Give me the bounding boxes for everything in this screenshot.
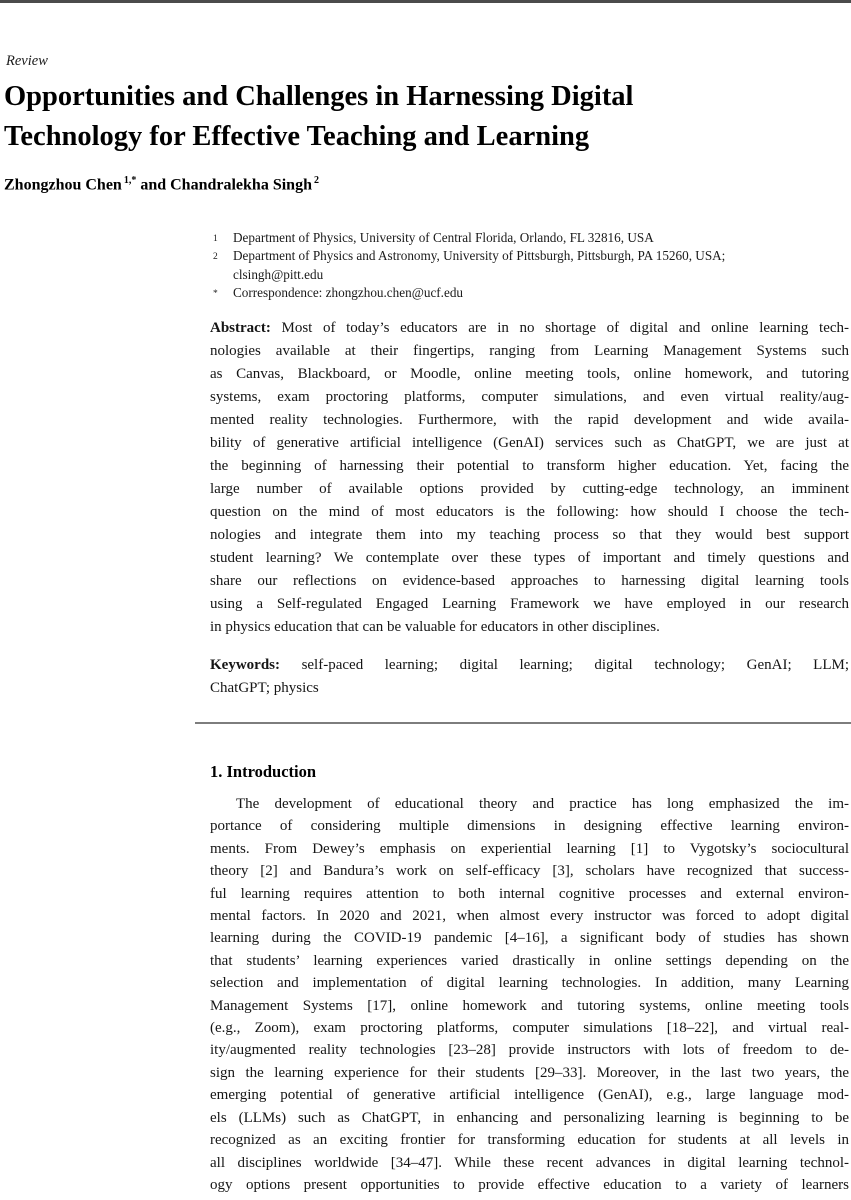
correspondence-marker: * <box>213 288 218 299</box>
abstract-last-line: in physics education that can be valuable for educators in other disciplines. <box>210 619 660 635</box>
text-line: that students’ learning experiences varied drastically in online settings depending on the <box>210 952 849 969</box>
correspondence-text <box>233 284 851 302</box>
affiliation-1 <box>213 229 851 247</box>
text-line: learning during the COVID-19 pandemic [4–16], a significant body of studies has shown <box>210 930 849 947</box>
text-line: student learning? We contemplate over these types of important and timely questions and <box>210 550 849 566</box>
text-line: mental factors. In 2020 and 2021, when almost every instructor was forced to adopt digital <box>210 908 849 925</box>
affiliation-2-text <box>233 247 851 284</box>
keywords-label: Keywords: <box>210 657 280 673</box>
text-line: emerging potential of generative artificial intelligence (GenAI), e.g., large language mod- <box>210 1087 849 1104</box>
text-line: (e.g., Zoom), exam proctoring platforms, computer simulations [18–22], and virtual real- <box>210 1020 849 1037</box>
text-line: the beginning of harnessing their potential to transform higher education. Yet, facing the <box>210 458 849 474</box>
title-line-1: Opportunities and Challenges in Harnessing Digital <box>4 81 634 112</box>
text-line: els (LLMs) such as ChatGPT, in enhancing and personalizing learning is beginning to be <box>210 1109 849 1126</box>
keywords-first-line <box>210 654 849 677</box>
text-line: bility of generative artificial intelligence (GenAI) services such as ChatGPT, we are just at <box>210 435 849 451</box>
author-1-name: Zhongzhou Chen <box>4 176 122 194</box>
affiliation-2-marker: 2 <box>213 251 218 262</box>
text-line: clsingh@pitt.edu <box>233 266 324 282</box>
page-top-border <box>0 0 851 3</box>
text-line: theory [2] and Bandura’s work on self-efficacy [3], scholars have recognized that success- <box>210 863 849 880</box>
text-line: mented reality technologies. Furthermore, with the rapid development and wide availa- <box>210 412 849 428</box>
text-line: as Canvas, Blackboard, or Moodle, online meeting tools, online homework, and tutoring <box>210 366 849 382</box>
text-line: all disciplines worldwide [34–47]. While these recent advances in digital learning technol- <box>210 1154 849 1171</box>
introduction-first-line: The development of educational theory and practice has long emphasized the im- <box>236 796 849 812</box>
text-line: systems, exam proctoring platforms, computer simulations, and even virtual reality/aug- <box>210 389 849 405</box>
text-line: ments. From Dewey’s emphasis on experiential learning [1] to Vygotsky’s sociocultural <box>210 840 849 857</box>
abstract-first-line <box>210 317 849 340</box>
text-line: Department of Physics, University of Central Florida, Orlando, FL 32816, USA <box>233 230 654 245</box>
correspondence <box>213 284 851 302</box>
affiliation-1-marker: 1 <box>213 233 218 244</box>
text-line: question on the mind of most educators is the following: how should I choose the tech- <box>210 504 849 520</box>
article-title <box>4 77 814 157</box>
author-2-name: Chandralekha Singh <box>170 176 312 194</box>
authors-line <box>4 175 319 194</box>
abstract-first-line-text: Most of today’s educators are in no shortage of digital and online learning tech- <box>281 320 850 336</box>
text-line: Management Systems [17], online homework and tutoring systems, online meeting tools <box>210 997 849 1014</box>
author-2-affiliation-marker: 2 <box>313 175 319 186</box>
affiliation-2 <box>213 247 851 284</box>
keywords-last-line: ChatGPT; physics <box>210 680 319 696</box>
keywords-first-line-text: self-paced learning; digital learning; digital technology; GenAI; LLM; <box>301 657 849 673</box>
text-line: ogy options present opportunities to provide effective education to a variety of learners <box>210 1176 849 1193</box>
text-line: recognized as an exciting frontier for transforming education for students at all levels in <box>210 1132 849 1149</box>
text-line: nologies available at their fingertips, ranging from Learning Management Systems such <box>210 343 849 359</box>
article-type-label: Review <box>6 53 48 69</box>
text-line: large number of available options provided by cutting-edge technology, an imminent <box>210 481 849 497</box>
abstract-label: Abstract: <box>210 320 271 336</box>
title-line-2: Technology for Effective Teaching and Learning <box>4 121 590 152</box>
author-1-affiliation-marker: 1,* <box>123 175 137 186</box>
text-line: Correspondence: zhongzhou.chen@ucf.edu <box>233 285 464 301</box>
section-divider-rule <box>195 722 851 724</box>
text-line: share our reflections on evidence-based approaches to harnessing digital learning tools <box>210 573 849 589</box>
abstract-body-lines <box>210 340 849 616</box>
text-line: sign the learning experience for their students [29–33]. Moreover, in the last two years, the <box>210 1064 849 1081</box>
authors-connector: and <box>140 176 167 194</box>
text-line: portance of considering multiple dimensions in designing effective learning environ- <box>210 818 849 835</box>
text-line: Department of Physics and Astronomy, University of Pittsburgh, Pittsburgh, PA 15260, USA; <box>233 248 726 264</box>
affiliations-block <box>213 229 851 303</box>
affiliation-1-text <box>233 229 851 247</box>
text-line: nologies and integrate them into my teaching process so that they would best support <box>210 527 849 543</box>
text-line: ity/augmented reality technologies [23–28] provide instructors with lots of freedom to de- <box>210 1042 849 1059</box>
introduction-paragraph <box>210 793 849 1196</box>
section-heading-introduction: 1. Introduction <box>210 762 317 781</box>
text-line: selection and implementation of digital learning technologies. In addition, many Learning <box>210 975 849 992</box>
keywords <box>210 654 849 700</box>
introduction-body-lines <box>210 815 849 1196</box>
abstract <box>210 317 849 639</box>
text-line: ful learning requires attention to both internal cognitive processes and external environ- <box>210 885 849 902</box>
text-line: using a Self-regulated Engaged Learning Framework we have employed in our research <box>210 596 849 612</box>
